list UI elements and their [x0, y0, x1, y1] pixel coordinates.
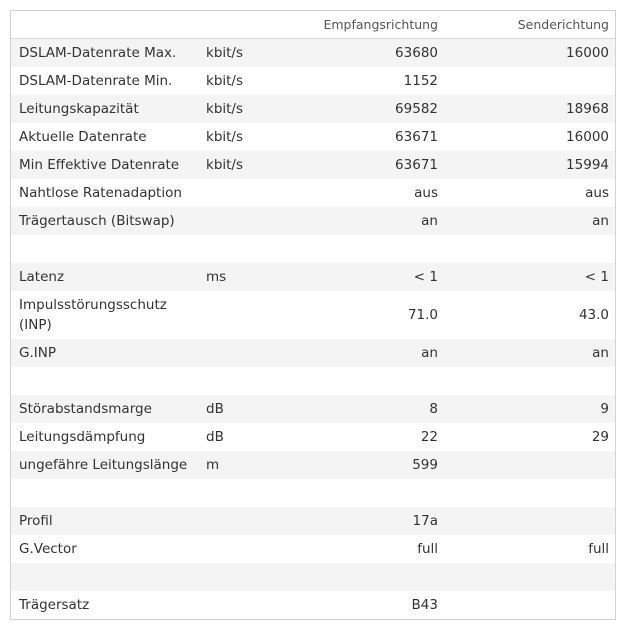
header-label-column: [11, 11, 206, 39]
table-row: [11, 507, 616, 535]
row-downstream-value: full: [276, 535, 446, 563]
row-unit: [206, 179, 276, 207]
row-upstream-value: aus: [446, 179, 616, 207]
row-downstream-value: [276, 367, 446, 395]
row-label: G.INP: [11, 339, 206, 367]
table-header-row: [11, 11, 616, 39]
table-row: [11, 179, 616, 207]
row-downstream-value: 8: [276, 395, 446, 423]
row-unit: kbit/s: [206, 151, 276, 179]
row-label: DSLAM-Datenrate Min.: [11, 67, 206, 95]
row-downstream-value: [276, 563, 446, 591]
header-upstream: Senderichtung: [446, 11, 616, 39]
row-downstream-value: an: [276, 339, 446, 367]
row-label: Impulsstörungsschutz (INP): [11, 291, 206, 339]
row-upstream-value: [446, 507, 616, 535]
row-unit: kbit/s: [206, 39, 276, 68]
row-label: [11, 479, 206, 507]
table-row-spacer: [11, 367, 616, 395]
row-upstream-value: [446, 563, 616, 591]
table-row: [11, 535, 616, 563]
row-downstream-value: < 1: [276, 263, 446, 291]
row-label: [11, 235, 206, 263]
row-upstream-value: [446, 591, 616, 619]
table-row: [11, 67, 616, 95]
row-label: Latenz: [11, 263, 206, 291]
header-downstream: Empfangsrichtung: [276, 11, 446, 39]
row-downstream-value: an: [276, 207, 446, 235]
row-label: Trägertausch (Bitswap): [11, 207, 206, 235]
row-upstream-value: 29: [446, 423, 616, 451]
table-row-spacer: [11, 563, 616, 591]
row-upstream-value: 15994: [446, 151, 616, 179]
row-downstream-value: 63671: [276, 151, 446, 179]
row-label: Störabstandsmarge: [11, 395, 206, 423]
row-unit: [206, 207, 276, 235]
header-unit-column: [206, 11, 276, 39]
row-label: Min Effektive Datenrate: [11, 151, 206, 179]
dsl-info-panel: [10, 10, 616, 620]
row-downstream-value: [276, 479, 446, 507]
table-row: [11, 291, 616, 339]
row-label: Trägersatz: [11, 591, 206, 619]
row-label: Leitungskapazität: [11, 95, 206, 123]
row-upstream-value: 9: [446, 395, 616, 423]
row-unit: kbit/s: [206, 123, 276, 151]
row-unit: m: [206, 451, 276, 479]
row-label: Profil: [11, 507, 206, 535]
row-unit: [206, 367, 276, 395]
table-row: [11, 151, 616, 179]
row-downstream-value: 1152: [276, 67, 446, 95]
row-label: [11, 563, 206, 591]
row-downstream-value: [276, 235, 446, 263]
row-downstream-value: 599: [276, 451, 446, 479]
table-row: [11, 339, 616, 367]
row-unit: [206, 339, 276, 367]
row-unit: dB: [206, 423, 276, 451]
row-upstream-value: < 1: [446, 263, 616, 291]
table-row: [11, 451, 616, 479]
table-row: [11, 123, 616, 151]
row-upstream-value: 43.0: [446, 291, 616, 339]
row-unit: dB: [206, 395, 276, 423]
row-unit: kbit/s: [206, 67, 276, 95]
table-row-spacer: [11, 235, 616, 263]
table-row: [11, 263, 616, 291]
row-downstream-value: 63680: [276, 39, 446, 68]
row-unit: kbit/s: [206, 95, 276, 123]
row-upstream-value: [446, 235, 616, 263]
row-upstream-value: 18968: [446, 95, 616, 123]
row-unit: [206, 235, 276, 263]
row-label: Leitungsdämpfung: [11, 423, 206, 451]
row-unit: [206, 535, 276, 563]
row-label: Nahtlose Ratenadaption: [11, 179, 206, 207]
row-downstream-value: 71.0: [276, 291, 446, 339]
row-unit: ms: [206, 263, 276, 291]
row-downstream-value: 69582: [276, 95, 446, 123]
row-upstream-value: full: [446, 535, 616, 563]
row-upstream-value: [446, 451, 616, 479]
row-upstream-value: [446, 479, 616, 507]
row-upstream-value: an: [446, 339, 616, 367]
table-row: [11, 95, 616, 123]
row-downstream-value: 22: [276, 423, 446, 451]
row-label: DSLAM-Datenrate Max.: [11, 39, 206, 68]
table-row: [11, 591, 616, 619]
row-upstream-value: an: [446, 207, 616, 235]
row-downstream-value: B43: [276, 591, 446, 619]
row-unit: [206, 507, 276, 535]
row-label: ungefähre Leitungslänge: [11, 451, 206, 479]
row-unit: [206, 563, 276, 591]
row-upstream-value: 16000: [446, 123, 616, 151]
table-row: [11, 207, 616, 235]
row-label: [11, 367, 206, 395]
row-downstream-value: 17a: [276, 507, 446, 535]
table-row: [11, 423, 616, 451]
row-label: Aktuelle Datenrate: [11, 123, 206, 151]
row-downstream-value: aus: [276, 179, 446, 207]
row-upstream-value: [446, 367, 616, 395]
row-upstream-value: [446, 67, 616, 95]
row-unit: [206, 479, 276, 507]
row-label: G.Vector: [11, 535, 206, 563]
row-unit: [206, 291, 276, 339]
table-row: [11, 395, 616, 423]
row-downstream-value: 63671: [276, 123, 446, 151]
dsl-info-table: [11, 11, 616, 619]
row-unit: [206, 591, 276, 619]
row-upstream-value: 16000: [446, 39, 616, 68]
table-row-spacer: [11, 479, 616, 507]
table-row: [11, 39, 616, 68]
